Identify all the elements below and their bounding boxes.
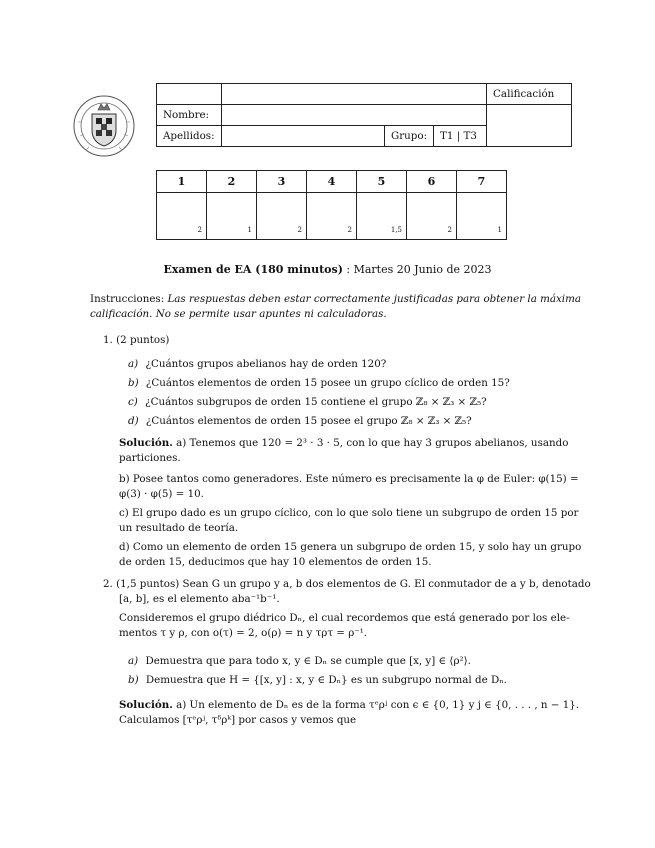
blank-cell bbox=[222, 84, 487, 105]
question-number: 5 bbox=[357, 171, 407, 193]
q2-solution bbox=[119, 699, 579, 726]
q2-statement bbox=[103, 578, 591, 605]
q2-item-b bbox=[128, 674, 507, 686]
item-tag: b) bbox=[128, 674, 139, 686]
question-number: 6 bbox=[407, 171, 457, 193]
q2-line: Consideremos el grupo diédrico Dₙ, el cual recordemos que está generado por los ele- bbox=[119, 612, 570, 624]
instructions-label: Instrucciones: bbox=[90, 293, 168, 305]
question-points: 2 bbox=[407, 193, 457, 240]
q1-item-a bbox=[128, 358, 386, 370]
item-text: Demuestra que para todo x, y ∈ Dₙ se cumple que [x, y] ∈ ⟨ρ²⟩. bbox=[145, 655, 471, 667]
item-text: Demuestra que H = {[x, y] : x, y ∈ Dₙ} es un subgrupo normal de Dₙ. bbox=[145, 674, 507, 686]
question-points: 1 bbox=[457, 193, 507, 240]
blank-cell bbox=[157, 84, 222, 105]
solution-text: particiones. bbox=[119, 452, 181, 464]
solution-label: Solución. bbox=[119, 437, 173, 449]
q1-solution-c bbox=[119, 507, 578, 534]
university-seal-logo bbox=[72, 92, 136, 162]
q1-solution-a bbox=[119, 437, 568, 464]
q1-solution-d bbox=[119, 541, 581, 568]
item-tag: d) bbox=[128, 415, 139, 427]
grupo-value: T1 | T3 bbox=[434, 126, 487, 147]
student-info-table bbox=[156, 83, 572, 147]
question-points: 1,5 bbox=[357, 193, 407, 240]
item-tag: b) bbox=[128, 377, 139, 389]
nombre-label: Nombre: bbox=[157, 105, 222, 126]
calificacion-box[interactable] bbox=[487, 105, 572, 147]
item-tag: c) bbox=[128, 396, 138, 408]
exam-title-date: : Martes 20 Junio de 2023 bbox=[342, 263, 492, 276]
solution-text: Calculamos [τᵉρʲ, τᵟρᵏ] por casos y vemos que bbox=[119, 714, 357, 726]
item-tag: a) bbox=[128, 655, 139, 667]
solution-text: de orden 15, deducimos que hay 10 elementos de orden 15. bbox=[119, 556, 432, 568]
q1-item-d bbox=[128, 415, 472, 427]
item-text: ¿Cuántos grupos abelianos hay de orden 120? bbox=[145, 358, 387, 370]
nombre-field[interactable] bbox=[222, 105, 487, 126]
q2-context bbox=[119, 612, 570, 639]
question-points: 2 bbox=[257, 193, 307, 240]
question-number: 2 bbox=[207, 171, 257, 193]
instructions bbox=[90, 293, 581, 320]
question-number: 3 bbox=[257, 171, 307, 193]
question-number: 7 bbox=[457, 171, 507, 193]
q2-line: [a, b], es el elemento aba⁻¹b⁻¹. bbox=[119, 593, 280, 605]
solution-text: a) Tenemos que 120 = 2³ · 3 · 5, con lo que hay 3 grupos abelianos, usando bbox=[172, 437, 569, 449]
item-text: ¿Cuántos elementos de orden 15 posee un grupo cíclico de orden 15? bbox=[145, 377, 510, 389]
item-text: ¿Cuántos elementos de orden 15 posee el grupo ℤ₈ × ℤ₃ × ℤ₅? bbox=[145, 415, 472, 427]
question-number: 1 bbox=[157, 171, 207, 193]
grupo-label: Grupo: bbox=[385, 126, 434, 147]
solution-text: a) Un elemento de Dₙ es de la forma τᵉρʲ con ϵ ∈ {0, 1} y j ∈ {0, . . . , n − 1}. bbox=[172, 699, 580, 711]
question-points: 2 bbox=[307, 193, 357, 240]
question-points: 2 bbox=[157, 193, 207, 240]
item-tag: a) bbox=[128, 358, 139, 370]
q1-header: 1. (2 puntos) bbox=[103, 334, 170, 346]
solution-text: φ(3) · φ(5) = 10. bbox=[119, 488, 204, 500]
q2-line: 2. (1,5 puntos) Sean G un grupo y a, b dos elementos de G. El conmutador de a y b, denotado bbox=[103, 578, 591, 590]
q2-item-a bbox=[128, 655, 471, 667]
q2-line: mentos τ y ρ, con o(τ) = 2, o(ρ) = n y τρτ = ρ⁻¹. bbox=[119, 627, 368, 639]
solution-text: c) El grupo dado es un grupo cíclico, con lo que solo tiene un subgrupo de orden 15 por bbox=[119, 507, 579, 519]
question-number: 4 bbox=[307, 171, 357, 193]
solution-text: un resultado de teoría. bbox=[119, 522, 239, 534]
instructions-line1: Las respuestas deben estar correctamente justificadas para obtener la máxima bbox=[167, 293, 582, 305]
exam-title bbox=[0, 263, 655, 276]
q1-item-b bbox=[128, 377, 510, 389]
solution-text: d) Como un elemento de orden 15 genera un subgrupo de orden 15, y solo hay un grupo bbox=[119, 541, 582, 553]
solution-text: b) Posee tantos como generadores. Este número es precisamente la φ de Euler: φ(15) = bbox=[119, 473, 579, 485]
q1-item-c bbox=[128, 396, 487, 408]
solution-label: Solución. bbox=[119, 699, 173, 711]
exam-title-bold: Examen de EA (180 minutos) bbox=[163, 263, 343, 276]
item-text: ¿Cuántos subgrupos de orden 15 contiene el grupo ℤ₈ × ℤ₃ × ℤ₅? bbox=[145, 396, 487, 408]
apellidos-field[interactable] bbox=[222, 126, 385, 147]
calificacion-label: Calificación bbox=[487, 84, 572, 105]
q1-solution-b bbox=[119, 473, 579, 500]
score-table bbox=[156, 170, 507, 240]
question-points: 1 bbox=[207, 193, 257, 240]
instructions-line2: calificación. No se permite usar apuntes ni calculadoras. bbox=[90, 308, 387, 320]
apellidos-label: Apellidos: bbox=[157, 126, 222, 147]
